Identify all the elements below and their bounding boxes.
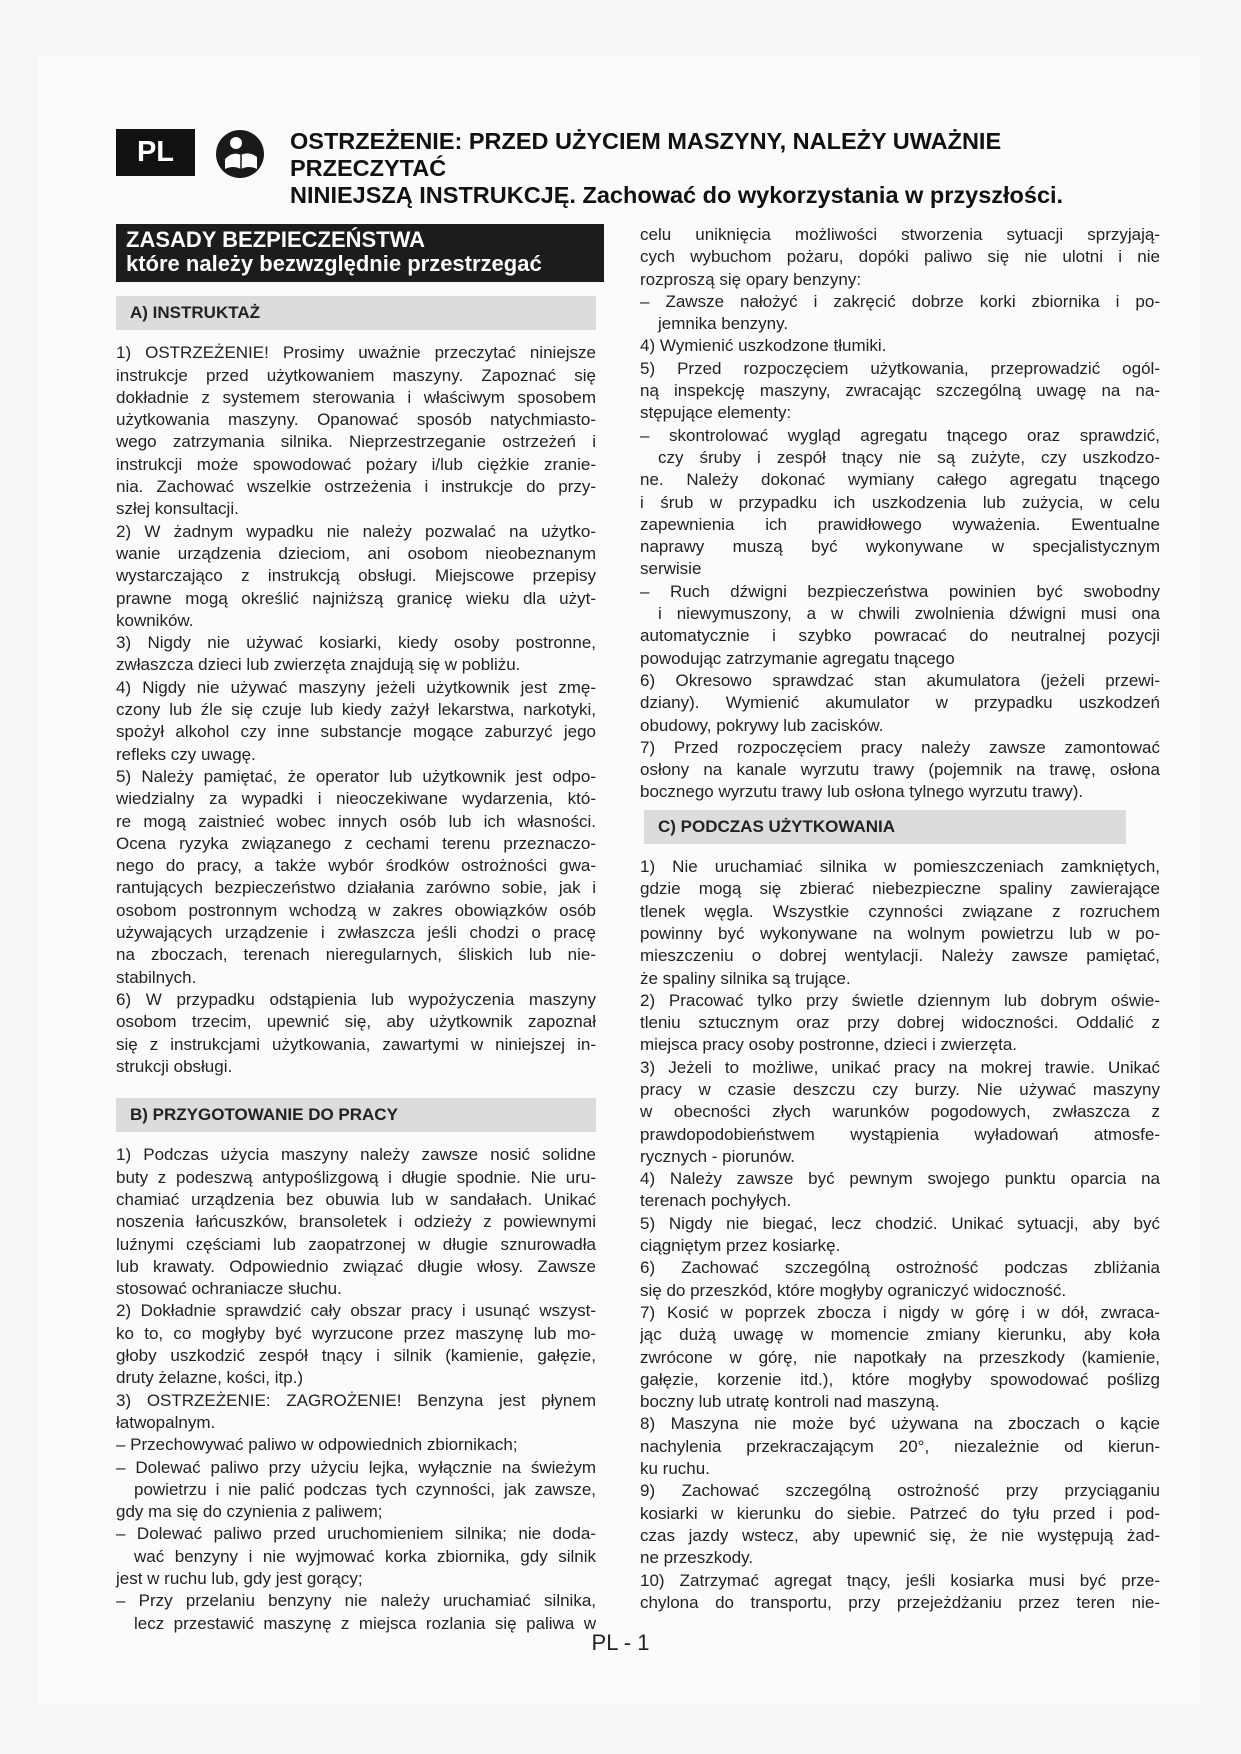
text-line: stosować ochraniacze słuchu. — [116, 1279, 342, 1299]
text-line: 5) Należy pamiętać, że operator lub użytkownik jest odpo- — [116, 766, 596, 786]
safety-rules-heading-line-2: które należy bezwzględnie przestrzegać — [126, 251, 542, 276]
text-line: 1) Podczas użycia maszyny należy zawsze nosić solidne — [116, 1145, 596, 1165]
text-line: bocznego wyrzutu trawy lub osłona tylnego wyrzutu trawy). — [640, 782, 1084, 802]
text-line: się do przeszkód, które mogłyby ograniczyć widoczność. — [640, 1280, 1067, 1300]
spacer — [116, 1078, 596, 1092]
section-c-body — [640, 856, 1160, 1614]
text-line: osobom trzecim, upewnić się, aby użytkownik zapoznał — [116, 1012, 596, 1032]
text-line: 3) Jeżeli to możliwe, unikać pracy na mokrej trawie. Unikać — [640, 1057, 1160, 1077]
text-line: – Dolewać paliwo przy użyciu lejka, wyłącznie na świeżym — [116, 1457, 596, 1477]
text-line: 6) W przypadku odstąpienia lub wypożyczenia maszyny — [116, 989, 596, 1009]
text-line: serwisie — [640, 559, 702, 579]
right-column — [640, 224, 1160, 1614]
text-line: instrukcje przed użytkowaniem maszyny. Zapoznać się — [116, 365, 596, 385]
text-line: terenach pochyłych. — [640, 1191, 792, 1211]
text-line: boczny lub utratę kontroli nad maszyną. — [640, 1392, 940, 1412]
text-line: jemnika benzyny. — [658, 314, 789, 334]
page-number: PL - 1 — [591, 1630, 650, 1655]
text-line: 8) Maszyna nie może być używana na zboczach o kącie — [640, 1414, 1160, 1434]
text-line: jest w ruchu lub, gdy jest gorący; — [116, 1569, 363, 1589]
text-line: noszenia łańcuszków, bransoletek i odzieży z powiewnymi — [116, 1212, 596, 1232]
text-line: – Przechowywać paliwo w odpowiednich zbiornikach; — [116, 1435, 518, 1455]
text-line: kowników. — [116, 610, 194, 630]
text-line: 7) Kosić w poprzek zbocza i nigdy w górę i w dół, zwraca- — [640, 1302, 1160, 1322]
text-line: 3) Nigdy nie używać kosiarki, kiedy osoby postronne, — [116, 633, 596, 653]
text-line: ko to, co mogłyby być wyrzucone przez maszynę lub mo- — [116, 1323, 596, 1343]
text-line: 3) OSTRZEŻENIE: ZAGROŻENIE! Benzyna jest płynem — [116, 1390, 596, 1410]
text-line: buty z podeszwą antypoślizgową i długie spodnie. Nie uru- — [116, 1167, 596, 1187]
text-line: użytkowania maszyny. Opanować sposób natychmiasto- — [116, 410, 596, 430]
language-badge: PL — [116, 129, 195, 176]
text-line: rozproszą się opary benzyny: — [640, 269, 862, 289]
text-line: 7) Przed rozpoczęciem pracy należy zawsze zamontować — [640, 737, 1160, 757]
text-line: powietrzu i nie palić podczas tych czynności, jak zawsze, — [134, 1479, 596, 1499]
text-line: wiedzialny za wypadki i nieoczekiwane wydarzenia, któ- — [116, 789, 596, 809]
text-line: 4) Wymienić uszkodzone tłumiki. — [640, 336, 887, 356]
text-line: 4) Nigdy nie używać maszyny jeżeli użytkownik jest zmę- — [116, 677, 596, 697]
section-a-body — [116, 342, 596, 1078]
text-line: dokładnie z systemem sterowania i właściwym sposobem — [116, 387, 596, 407]
text-line: na zboczach, terenach nieregularnych, śliskich lub nie- — [116, 945, 596, 965]
text-line: chylona do transportu, przy przejeżdżaniu przez teren nie- — [640, 1592, 1160, 1612]
text-line: tleniu sztucznym oraz przy dobrej widoczności. Oddalić z — [640, 1013, 1160, 1033]
text-line: gałęzie, korzenie itd.), które mogłyby spowodować poślizg — [640, 1369, 1160, 1389]
text-line: nia. Zachować wszelkie ostrzeżenia i instrukcje do przy- — [116, 477, 596, 497]
text-line: ciągniętym przez kosiarkę. — [640, 1236, 841, 1256]
text-line: wanie urządzenia dzieciom, ani osobom nieobeznanym — [116, 543, 596, 563]
text-line: – Zawsze nałożyć i zakręcić dobrze korki zbiornika i po- — [640, 291, 1160, 311]
text-line: głoby uszkodzić zespół tnący i silnik (kamienie, gałęzie, — [116, 1346, 596, 1366]
section-c-heading: C) PODCZAS UŻYTKOWANIA — [644, 810, 1126, 844]
text-line: czas jazdy wstecz, aby upewnić się, że nie występują żad- — [640, 1525, 1160, 1545]
safety-rules-heading — [116, 224, 604, 282]
text-line: 2) W żadnym wypadku nie należy pozwalać na użytko- — [116, 521, 596, 541]
section-b-body — [116, 1144, 596, 1635]
header-title-line-2: NINIEJSZĄ INSTRUKCJĘ. Zachować do wykorzystania w przyszłości. — [290, 182, 1064, 208]
section-a-heading: A) INSTRUKTAŻ — [116, 296, 596, 330]
text-line: 4) Należy zawsze być pewnym swojego punktu oparcia na — [640, 1169, 1160, 1189]
text-line: jąc dużą uwagę w momencie zmiany kierunku, aby koła — [640, 1325, 1160, 1345]
text-line: zwłaszcza dzieci lub zwierzęta znajdują się w pobliżu. — [116, 655, 521, 675]
text-line: ną inspekcję maszyny, zwracając szczególną uwagę na na- — [640, 381, 1160, 401]
text-line: prawdopodobieństwem wystąpienia wyładowań atmosfe- — [640, 1124, 1160, 1144]
text-line: rantujących bezpieczeństwo działania zarówno sobie, jak i — [116, 878, 596, 898]
text-line: 9) Zachować szczególną ostrożność przy przyciąganiu — [640, 1481, 1160, 1501]
text-line: ne. Należy dokonać wymiany całego agregatu tnącego — [640, 470, 1160, 490]
text-line: – skontrolować wygląd agregatu tnącego oraz sprawdzić, — [640, 425, 1160, 445]
text-line: lecz przestawić maszynę z miejsca rozlania się paliwa w — [134, 1613, 596, 1633]
section-b-body-continued — [640, 224, 1160, 804]
text-line: i niewymuszony, a w chwili zwolnienia dźwigni musi ona — [658, 604, 1160, 624]
text-line: powinny być wykonywane na wolnym powietrzu lub w po- — [640, 923, 1160, 943]
text-line: 1) Nie uruchamiać silnika w pomieszczeniach zamkniętych, — [640, 857, 1160, 877]
text-line: wystarczająco z instrukcją obsługi. Miejscowe przepisy — [116, 566, 596, 586]
text-line: gdy ma się do czynienia z paliwem; — [116, 1502, 383, 1522]
text-line: prawne mogą określić najniższą granicę wieku dla użyt- — [116, 588, 596, 608]
text-line: stabilnych. — [116, 967, 197, 987]
text-line: re mogą zaistnieć wobec innych osób lub ich własności. — [116, 811, 596, 831]
text-line: obudowy, pokrywy lub zacisków. — [640, 715, 884, 735]
text-line: stępujące elementy: — [640, 403, 792, 423]
left-column — [116, 224, 596, 1635]
text-line: celu uniknięcia możliwości stworzenia sytuacji sprzyjają- — [640, 225, 1160, 244]
text-line: luźnymi częściami lub zaopatrzonej w długie sznurowadła — [116, 1234, 596, 1254]
header-title-line-1: OSTRZEŻENIE: PRZED UŻYCIEM MASZYNY, NALEŻY UWAŻNIE PRZECZYTAĆ — [290, 128, 1002, 181]
header-warning-title — [290, 128, 1120, 209]
text-line: pracy w czasie deszczu czy burzy. Nie używać maszyny — [640, 1079, 1160, 1099]
text-line: się z instrukcjami użytkowania, zawartymi w niniejszej in- — [116, 1034, 596, 1054]
text-line: cych wybuchom pożaru, dopóki paliwo się nie ulotni i nie — [640, 247, 1160, 267]
text-line: ku ruchu. — [640, 1459, 710, 1479]
text-line: instrukcji może spowodować pożary i/lub ciężkie zranie- — [116, 454, 596, 474]
text-line: dziany). Wymienić akumulator w przypadku uszkodzeń — [640, 693, 1160, 713]
text-line: naprawy muszą być wykonywane w specjalistycznym — [640, 537, 1160, 557]
text-line: wego zatrzymania silnika. Nieprzestrzeganie ostrzeżeń i — [116, 432, 596, 452]
text-line: nego do pracy, a także wybór środków ostrożności gwa- — [116, 856, 596, 876]
text-line: zapewnienia ich prawidłowego wyważenia. Ewentualne — [640, 514, 1160, 534]
text-line: 2) Pracować tylko przy świetle dziennym lub dobrym oświe- — [640, 990, 1160, 1010]
text-line: czy śruby i zespół tnący nie są zużyte, czy uszkodzo- — [658, 447, 1160, 467]
text-line: osłony na kanale wyrzutu trawy (pojemnik na trawę, osłona — [640, 760, 1160, 780]
read-manual-icon — [215, 129, 265, 179]
text-line: tlenek węgla. Wszystkie czynności związane z rozruchem — [640, 901, 1160, 921]
text-line: używających urządzenie i zwłaszcza jeśli chodzi o pracę — [116, 923, 596, 943]
text-line: szłej konsultacji. — [116, 499, 239, 519]
text-line: w obecności złych warunków pogodowych, zwłaszcza z — [640, 1102, 1160, 1122]
text-line: rycznych - piorunów. — [640, 1146, 795, 1166]
text-line: 5) Przed rozpoczęciem użytkowania, przeprowadzić ogól- — [640, 358, 1160, 378]
text-line: refleks czy uwagę. — [116, 744, 256, 764]
text-line: wać benzyny i nie wyjmować korka zbiornika, gdy silnik — [134, 1546, 596, 1566]
text-line: – Ruch dźwigni bezpieczeństwa powinien być swobodny — [640, 581, 1160, 601]
text-line: powodując zatrzymanie agregatu tnącego — [640, 648, 955, 668]
text-line: 5) Nigdy nie biegać, lecz chodzić. Unikać sytuacji, aby być — [640, 1213, 1160, 1233]
text-line: czony lub źle się czuje lub kiedy zażył lekarstwa, narkotyki, — [116, 700, 596, 720]
text-line: druty żelazne, kości, itp.) — [116, 1368, 304, 1388]
text-line: gdzie mogą się zbierać niebezpieczne spaliny zawierające — [640, 879, 1160, 899]
text-line: spożył alkohol czy inne substancje mogące zaburzyć jego — [116, 722, 596, 742]
text-line: strukcji obsługi. — [116, 1056, 233, 1076]
text-line: miejsca pracy osoby postronne, dzieci i zwierzęta. — [640, 1035, 1017, 1055]
safety-rules-heading-line-1: ZASADY BEZPIECZEŃSTWA — [126, 227, 426, 252]
text-line: zwrócone w górę, nie napotkały na przeszkody (kamienie, — [640, 1347, 1160, 1367]
text-line: Ocena ryzyka związanego z cechami terenu przeznaczo- — [116, 833, 596, 853]
text-line: automatycznie i szybko powracać do neutralnej pozycji — [640, 626, 1160, 646]
text-line: łatwopalnym. — [116, 1412, 216, 1432]
text-line: 10) Zatrzymać agregat tnący, jeśli kosiarka musi być prze- — [640, 1570, 1160, 1590]
text-line: 6) Zachować szczególną ostrożność podczas zbliżania — [640, 1258, 1160, 1278]
text-line: mieszczeniu o dobrej wentylacji. Należy zawsze pamiętać, — [640, 946, 1160, 966]
text-line: 1) OSTRZEŻENIE! Prosimy uważnie przeczytać niniejsze — [116, 343, 596, 363]
text-line: – Przy przelaniu benzyny nie należy uruchamiać silnika, — [116, 1591, 596, 1611]
text-line: osobom postronnym wchodzą w zakres obowiązków osób — [116, 900, 596, 920]
text-line: lub krawaty. Odpowiednio związać długie włosy. Zawsze — [116, 1256, 596, 1276]
text-line: – Dolewać paliwo przed uruchomieniem silnika; nie doda- — [116, 1524, 596, 1544]
section-b-heading: B) PRZYGOTOWANIE DO PRACY — [116, 1098, 596, 1132]
text-line: i śrub w przypadku ich uszkodzenia lub zużycia, w celu — [640, 492, 1160, 512]
text-line: że spaliny silnika są trujące. — [640, 968, 851, 988]
text-line: nachylenia przekraczającym 20°, niezależnie od kierun- — [640, 1436, 1160, 1456]
text-line: kosiarki w kierunku do siebie. Patrzeć do tyłu przed i pod- — [640, 1503, 1160, 1523]
text-line: chamiać urządzenia bez obuwia lub w sandałach. Unikać — [116, 1189, 596, 1209]
text-line: 2) Dokładnie sprawdzić cały obszar pracy i usunąć wszyst- — [116, 1301, 596, 1321]
text-line: ne przeszkody. — [640, 1548, 754, 1568]
text-line: 6) Okresowo sprawdzać stan akumulatora (jeżeli przewi- — [640, 670, 1160, 690]
